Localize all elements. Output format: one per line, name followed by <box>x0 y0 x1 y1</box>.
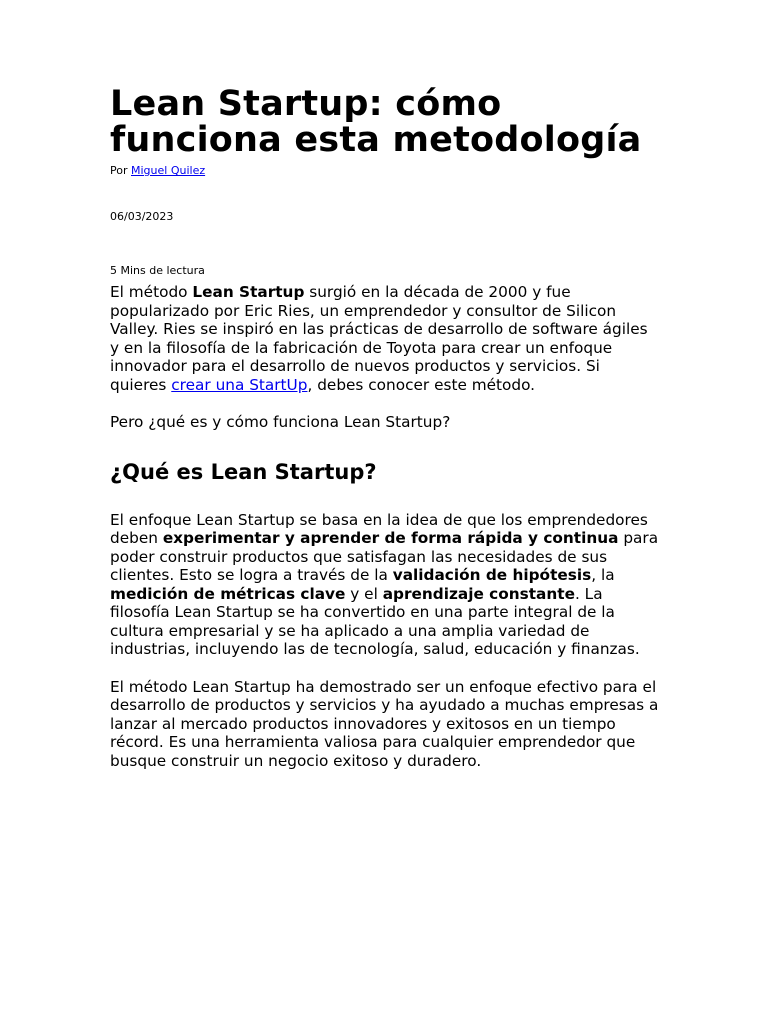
article-title: Lean Startup: cómo funciona esta metodología <box>110 84 642 160</box>
s1p1-bold-4: aprendizaje constante <box>382 584 575 603</box>
section-heading: ¿Qué es Lean Startup? <box>110 459 377 484</box>
s1p1-text-5: . La filosofía Lean Startup se ha convertido en una parte integral de la cultura empresarial y se ha aplicado a una amplia variedad de industrias, incluyendo las de tecnología, salud, educación y finanzas. <box>110 584 640 658</box>
s1p1-text-4: y el <box>345 584 383 603</box>
intro-bold-lean-startup: Lean Startup <box>192 283 305 301</box>
crear-startup-link[interactable]: crear una StartUp <box>171 375 308 394</box>
byline-prefix: Por <box>110 164 131 177</box>
s1p1-bold-1: experimentar y aprender de forma rápida y continua <box>162 529 619 547</box>
s1p1-bold-2: validación de hipótesis <box>392 566 592 584</box>
s1p1-bold-3: medición de métricas clave <box>110 584 346 603</box>
question-paragraph: Pero ¿qué es y cómo funciona Lean Startup? <box>110 413 451 431</box>
read-time: 5 Mins de lectura <box>110 264 205 277</box>
section-paragraph-1 <box>110 511 660 659</box>
intro-text-2: surgió en la década de 2000 y fue popularizado por Eric Ries, un emprendedor y consultor de Silicon Valley. Ries se inspiró en las prácticas de desarrollo de software ágiles y en la filosofía de la fabricación de Toyota para crear un enfoque innovador para el desarrollo de nuevos productos y servicios. Si quieres <box>110 283 648 394</box>
s1p1-text-1: El enfoque Lean Startup se basa en la idea de que los emprendedores deben <box>110 510 648 547</box>
intro-text-3: , debes conocer este método. <box>307 375 536 394</box>
intro-paragraph <box>110 283 660 394</box>
intro-text-1: El método <box>110 283 193 301</box>
article <box>110 86 660 770</box>
publish-date: 06/03/2023 <box>110 210 174 223</box>
section-paragraph-2: El método Lean Startup ha demostrado ser un enfoque efectivo para el desarrollo de productos y servicios y ha ayudado a muchas empresas a lanzar al mercado productos innovadores y exitosos en un tiempo récord. Es una herramienta valiosa para cualquier emprendedor que busque construir un negocio exitoso y duradero. <box>110 677 659 770</box>
byline <box>110 164 660 178</box>
s1p1-text-3: , la <box>591 566 615 584</box>
author-link[interactable]: Miguel Quilez <box>131 164 206 177</box>
s1p1-text-2: para poder construir productos que satisfagan las necesidades de sus clientes. Esto se logra a través de la <box>110 529 659 584</box>
